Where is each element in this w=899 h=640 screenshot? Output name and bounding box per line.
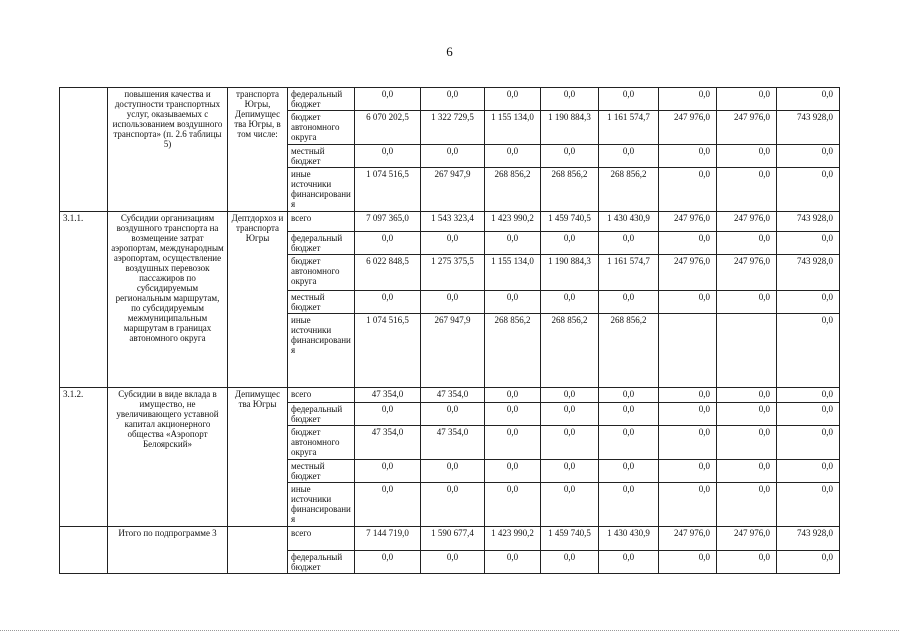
amount-cell: 1 155 134,0 [485,255,541,291]
amount-cell: 0,0 [541,388,599,403]
amount-cell: 1 322 729,5 [421,111,485,145]
amount-cell: 0,0 [599,145,659,168]
budget-table-body [60,88,840,574]
amount-cell: 0,0 [421,483,485,527]
table-row [60,212,840,232]
amount-cell: 0,0 [777,168,840,212]
amount-cell: 267 947,9 [421,168,485,212]
amount-cell: 247 976,0 [659,212,717,232]
funding-source-cell: федеральный бюджет [288,232,355,255]
amount-cell: 0,0 [599,403,659,426]
amount-cell: 0,0 [717,291,777,314]
funding-source-cell: федеральный бюджет [288,403,355,426]
table-row [60,388,840,403]
amount-cell: 0,0 [599,232,659,255]
amount-cell: 0,0 [355,88,421,111]
amount-cell: 0,0 [659,551,717,574]
amount-cell: 0,0 [485,483,541,527]
page-number: 6 [446,44,453,59]
measure-name-cell: Субсидии в виде вклада в имущество, не увеличивающего уставной капитал акционерного общества «Аэропорт Белоярский» [108,388,228,527]
amount-cell: 0,0 [541,460,599,483]
amount-cell: 1 190 884,3 [541,255,599,291]
amount-cell: 0,0 [485,232,541,255]
amount-cell: 0,0 [777,88,840,111]
amount-cell: 0,0 [599,426,659,460]
amount-cell: 0,0 [659,291,717,314]
executor-cell [228,527,288,574]
amount-cell: 0,0 [421,145,485,168]
amount-cell: 0,0 [541,232,599,255]
amount-cell: 1 161 574,7 [599,255,659,291]
amount-cell: 47 354,0 [355,388,421,403]
executor-cell: транспорта Югры, Депимущес тва Югры, в том числе: [228,88,288,212]
amount-cell: 1 074 516,5 [355,168,421,212]
amount-cell [717,314,777,388]
amount-cell: 743 928,0 [777,527,840,551]
funding-source-cell: всего [288,212,355,232]
funding-source-cell: иные источники финансирования [288,168,355,212]
amount-cell: 0,0 [541,88,599,111]
amount-cell: 0,0 [717,88,777,111]
table-row [60,88,840,111]
amount-cell: 0,0 [485,426,541,460]
amount-cell: 0,0 [717,426,777,460]
amount-cell: 0,0 [659,145,717,168]
amount-cell: 0,0 [659,88,717,111]
amount-cell: 7 144 719,0 [355,527,421,551]
amount-cell: 0,0 [777,426,840,460]
amount-cell: 0,0 [421,291,485,314]
amount-cell: 247 976,0 [717,255,777,291]
amount-cell: 0,0 [355,460,421,483]
amount-cell: 0,0 [717,483,777,527]
amount-cell: 1 074 516,5 [355,314,421,388]
amount-cell: 0,0 [717,460,777,483]
amount-cell: 47 354,0 [421,426,485,460]
amount-cell: 0,0 [541,145,599,168]
amount-cell: 0,0 [541,426,599,460]
amount-cell: 268 856,2 [485,168,541,212]
budget-table [59,87,840,574]
amount-cell: 0,0 [717,168,777,212]
amount-cell: 0,0 [421,88,485,111]
amount-cell: 0,0 [541,403,599,426]
measure-name-cell: повышения качества и доступности транспортных услуг, оказываемых с использованием воздушного транспорта» (п. 2.6 таблицы 5) [108,88,228,212]
amount-cell: 0,0 [777,403,840,426]
amount-cell: 0,0 [717,388,777,403]
scan-edge-line [0,630,899,631]
amount-cell: 1 190 884,3 [541,111,599,145]
amount-cell: 0,0 [485,145,541,168]
amount-cell: 47 354,0 [421,388,485,403]
amount-cell: 0,0 [659,403,717,426]
amount-cell: 0,0 [599,88,659,111]
amount-cell: 0,0 [355,551,421,574]
amount-cell: 0,0 [355,483,421,527]
amount-cell: 0,0 [485,291,541,314]
amount-cell: 0,0 [599,291,659,314]
amount-cell: 0,0 [777,483,840,527]
funding-source-cell: местный бюджет [288,291,355,314]
amount-cell: 0,0 [541,483,599,527]
amount-cell: 0,0 [659,168,717,212]
amount-cell: 0,0 [485,388,541,403]
funding-source-cell: иные источники финансирования [288,314,355,388]
amount-cell: 1 430 430,9 [599,212,659,232]
amount-cell: 0,0 [421,232,485,255]
amount-cell: 1 459 740,5 [541,212,599,232]
amount-cell: 0,0 [777,232,840,255]
row-number-cell [60,527,108,574]
amount-cell: 0,0 [485,551,541,574]
amount-cell: 0,0 [777,551,840,574]
amount-cell: 247 976,0 [659,527,717,551]
amount-cell: 0,0 [659,483,717,527]
amount-cell: 743 928,0 [777,111,840,145]
amount-cell: 268 856,2 [541,314,599,388]
table-row [60,527,840,551]
amount-cell: 0,0 [659,460,717,483]
amount-cell: 0,0 [717,551,777,574]
amount-cell: 6 070 202,5 [355,111,421,145]
amount-cell: 1 590 677,4 [421,527,485,551]
amount-cell: 0,0 [777,388,840,403]
funding-source-cell: местный бюджет [288,460,355,483]
executor-cell: Дептдорхоз и транспорта Югры [228,212,288,388]
amount-cell: 0,0 [485,88,541,111]
amount-cell: 268 856,2 [599,314,659,388]
funding-source-cell: федеральный бюджет [288,551,355,574]
amount-cell: 268 856,2 [541,168,599,212]
amount-cell: 0,0 [421,551,485,574]
amount-cell: 0,0 [485,460,541,483]
amount-cell: 0,0 [355,145,421,168]
amount-cell: 1 155 134,0 [485,111,541,145]
measure-name-cell: Субсидии организациям воздушного транспорта на возмещение затрат аэропортам, международным аэропортам, осуществление воздушных перевозок пассажиров по субсидируемым региональным маршрутам, по субсидируемым межмуниципальным маршрутам в границах автономного округа [108,212,228,388]
measure-name-cell: Итого по подпрограмме 3 [108,527,228,574]
amount-cell: 1 423 990,2 [485,212,541,232]
amount-cell: 0,0 [599,483,659,527]
amount-cell: 0,0 [659,232,717,255]
amount-cell: 247 976,0 [659,111,717,145]
amount-cell: 0,0 [777,291,840,314]
funding-source-cell: бюджет автономного округа [288,426,355,460]
amount-cell: 0,0 [659,388,717,403]
executor-cell: Депимущес тва Югры [228,388,288,527]
amount-cell: 0,0 [777,314,840,388]
amount-cell: 0,0 [355,232,421,255]
amount-cell: 1 275 375,5 [421,255,485,291]
amount-cell: 1 459 740,5 [541,527,599,551]
amount-cell: 1 161 574,7 [599,111,659,145]
amount-cell: 247 976,0 [717,527,777,551]
funding-source-cell: иные источники финансирования [288,483,355,527]
amount-cell: 0,0 [355,291,421,314]
row-number-cell [60,88,108,212]
amount-cell: 6 022 848,5 [355,255,421,291]
funding-source-cell: всего [288,388,355,403]
amount-cell: 0,0 [599,551,659,574]
row-number-cell: 3.1.2. [60,388,108,527]
funding-source-cell: бюджет автономного округа [288,111,355,145]
funding-source-cell: бюджет автономного округа [288,255,355,291]
amount-cell: 0,0 [485,403,541,426]
amount-cell: 268 856,2 [599,168,659,212]
amount-cell: 0,0 [659,426,717,460]
amount-cell: 0,0 [541,551,599,574]
row-number-cell: 3.1.1. [60,212,108,388]
amount-cell: 0,0 [355,403,421,426]
amount-cell: 0,0 [421,403,485,426]
amount-cell: 268 856,2 [485,314,541,388]
amount-cell: 0,0 [599,388,659,403]
amount-cell: 247 976,0 [717,212,777,232]
amount-cell [659,314,717,388]
amount-cell: 0,0 [717,145,777,168]
funding-source-cell: федеральный бюджет [288,88,355,111]
amount-cell: 0,0 [717,232,777,255]
amount-cell: 247 976,0 [659,255,717,291]
amount-cell: 0,0 [777,460,840,483]
amount-cell: 1 430 430,9 [599,527,659,551]
amount-cell: 1 423 990,2 [485,527,541,551]
amount-cell: 247 976,0 [717,111,777,145]
amount-cell: 0,0 [777,145,840,168]
amount-cell: 0,0 [717,403,777,426]
amount-cell: 47 354,0 [355,426,421,460]
amount-cell: 743 928,0 [777,255,840,291]
funding-source-cell: местный бюджет [288,145,355,168]
funding-source-cell: всего [288,527,355,551]
amount-cell: 0,0 [599,460,659,483]
amount-cell: 7 097 365,0 [355,212,421,232]
amount-cell: 0,0 [541,291,599,314]
amount-cell: 743 928,0 [777,212,840,232]
amount-cell: 0,0 [421,460,485,483]
amount-cell: 1 543 323,4 [421,212,485,232]
amount-cell: 267 947,9 [421,314,485,388]
